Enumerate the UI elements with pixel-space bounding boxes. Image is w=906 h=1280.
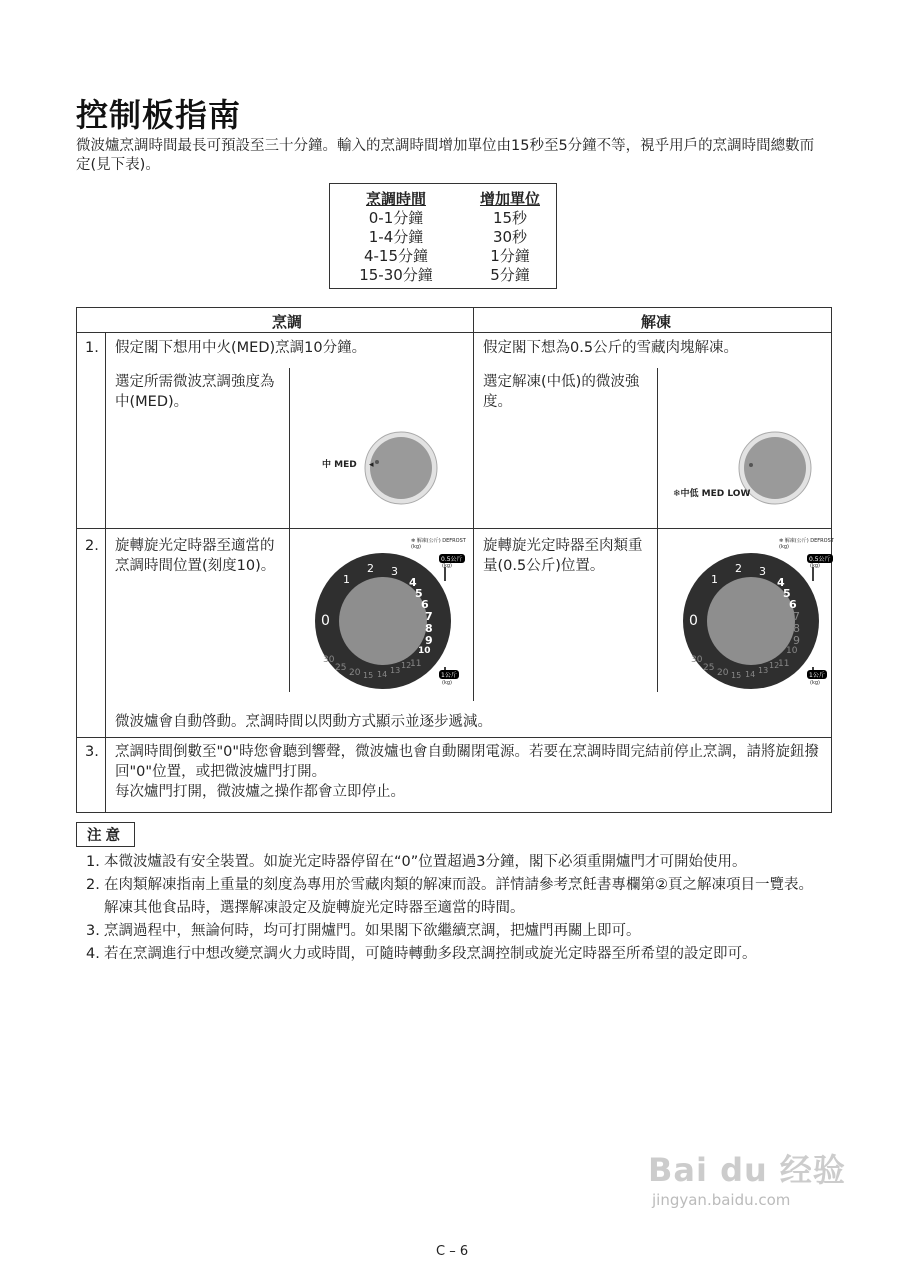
dial-number: 10 bbox=[786, 646, 798, 656]
dial-number: 2 bbox=[735, 562, 742, 575]
cook-scenario: 假定閣下想用中火(MED)烹調10分鐘。 bbox=[115, 340, 367, 356]
divider bbox=[657, 368, 658, 528]
weight-tag-unit: (kg) bbox=[442, 563, 452, 569]
dial-number: 7 bbox=[425, 610, 433, 623]
dial-number: 10 bbox=[418, 646, 431, 656]
dial-number: 9 bbox=[425, 634, 433, 647]
defrost-scenario: 假定閣下想為0.5公斤的雪藏肉塊解凍。 bbox=[483, 340, 739, 356]
defrost-scale-label: ❄ 解凍(公斤) DEFROST (kg) bbox=[411, 538, 466, 550]
divider bbox=[105, 332, 106, 812]
dial-number: 11 bbox=[410, 659, 422, 669]
weight-tag-unit: (kg) bbox=[442, 680, 452, 686]
cook-time-column bbox=[346, 190, 446, 285]
weight-tag-unit: (kg) bbox=[810, 563, 820, 569]
note-number: 3. bbox=[86, 923, 100, 939]
increment-cell: 5分鐘 bbox=[490, 266, 530, 284]
dial-number: 11 bbox=[778, 659, 790, 669]
note-number: 2. bbox=[86, 877, 100, 893]
note-item bbox=[86, 874, 831, 920]
cook-step-text: 選定所需微波烹調強度為中(MED)。 bbox=[115, 374, 275, 410]
divider bbox=[77, 737, 831, 738]
dial-number: 25 bbox=[703, 663, 715, 673]
intro-paragraph: 微波爐烹調時間最長可預設至三十分鐘。輸入的烹調時間增加單位由15秒至5分鐘不等，視乎用戶的烹調時間總數而定(見下表)。 bbox=[76, 138, 815, 173]
cook-time-cell: 15-30分鐘 bbox=[359, 266, 433, 284]
row-number: 3. bbox=[85, 744, 99, 760]
cook-time-header: 烹調時間 bbox=[365, 190, 426, 208]
divider bbox=[77, 528, 831, 529]
note-text: 在肉類解凍指南上重量的刻度為專用於雪藏肉類的解凍而設。詳情請參考烹飪書專欄第②頁之解凍項目一覽表。 bbox=[104, 877, 813, 893]
dial-number: 9 bbox=[793, 634, 800, 647]
watermark-brand: Bai du 经验 bbox=[648, 1151, 846, 1189]
cook-time-cell: 1-4分鐘 bbox=[368, 228, 424, 246]
dial-number: 30 bbox=[691, 655, 703, 665]
dial-number: 0 bbox=[321, 613, 330, 629]
dial-number: 25 bbox=[335, 663, 347, 673]
increment-cell: 1分鐘 bbox=[490, 247, 530, 265]
instruction-table bbox=[76, 307, 832, 813]
dial-number: 20 bbox=[349, 668, 361, 678]
increment-cell: 30秒 bbox=[492, 228, 528, 246]
column-header-defrost: 解凍 bbox=[641, 313, 672, 331]
note-item bbox=[86, 920, 831, 943]
row-number: 1. bbox=[85, 340, 99, 356]
weight-tag-unit: (kg) bbox=[810, 680, 820, 686]
defrost-step-text: 旋轉旋光定時器至肉類重量(0.5公斤)位置。 bbox=[483, 538, 643, 574]
dial-number: 1 bbox=[711, 573, 718, 586]
note-number: 1. bbox=[86, 854, 100, 870]
defrost-step-text: 選定解凍(中低)的微波強度。 bbox=[483, 374, 640, 410]
knob-label-med-low: ❄中低 MED LOW bbox=[673, 489, 751, 499]
cook-time-cell: 0-1分鐘 bbox=[368, 209, 424, 227]
divider bbox=[289, 368, 290, 528]
dial-number: 6 bbox=[421, 598, 429, 611]
increment-column bbox=[470, 190, 550, 285]
column-header-cook: 烹調 bbox=[272, 313, 303, 331]
note-text: 解凍其他食品時，選擇解凍設定及旋轉旋光定時器至適當的時間。 bbox=[104, 900, 525, 916]
watermark-url: jingyan.baidu.com bbox=[652, 1191, 791, 1209]
weight-tag: 1公斤 bbox=[809, 672, 825, 679]
divider bbox=[473, 308, 474, 701]
dial-number: 1 bbox=[343, 573, 350, 586]
timer-dial-defrost[interactable] bbox=[667, 535, 837, 691]
dial-number: 14 bbox=[377, 670, 388, 679]
dial-number: 14 bbox=[745, 670, 756, 679]
dial-number: 4 bbox=[777, 576, 785, 589]
dial-number: 6 bbox=[789, 598, 797, 611]
notes-heading: 注意 bbox=[76, 822, 135, 847]
increment-cell: 15秒 bbox=[492, 209, 528, 227]
divider bbox=[657, 529, 658, 692]
dial-number: 2 bbox=[367, 562, 374, 575]
notes-list bbox=[86, 851, 831, 966]
auto-start-text: 微波爐會自動啓動。烹調時間以閃動方式顯示並逐步遞減。 bbox=[115, 714, 492, 730]
dial-number: 30 bbox=[323, 655, 335, 665]
dial-number: 13 bbox=[390, 666, 401, 675]
dial-number: 4 bbox=[409, 576, 417, 589]
cook-step-text: 旋轉旋光定時器至適當的烹調時間位置(刻度10)。 bbox=[115, 538, 276, 574]
dial-number: 3 bbox=[759, 565, 766, 578]
weight-tag: 1公斤 bbox=[441, 672, 457, 679]
increment-header: 增加單位 bbox=[479, 190, 540, 208]
knob-label-med: 中 MED bbox=[322, 460, 357, 470]
dial-number: 5 bbox=[783, 587, 791, 600]
watermark bbox=[648, 1145, 846, 1209]
dial-number: 7 bbox=[793, 610, 800, 623]
note-text: 若在烹調進行中想改變烹調火力或時間，可隨時轉動多段烹調控制或旋光定時器至所希望的設定即可。 bbox=[104, 946, 757, 962]
row-number: 2. bbox=[85, 538, 99, 554]
weight-tag: 0.5公斤 bbox=[441, 556, 463, 563]
dial-number: 5 bbox=[415, 587, 423, 600]
note-item bbox=[86, 943, 831, 966]
page-title: 控制板指南 bbox=[76, 96, 242, 134]
dial-number: 3 bbox=[391, 565, 398, 578]
dial-number: 20 bbox=[717, 668, 729, 678]
note-text: 烹調過程中，無論何時，均可打開爐門。如果閣下欲繼續烹調，把爐門再關上即可。 bbox=[104, 923, 641, 939]
note-item bbox=[86, 851, 831, 874]
defrost-scale-label: ❄ 解凍(公斤) DEFROST (kg) bbox=[779, 538, 834, 550]
dial-number: 15 bbox=[731, 671, 742, 680]
timer-dial-cook[interactable] bbox=[299, 535, 469, 691]
divider bbox=[77, 332, 831, 333]
dial-number: 8 bbox=[425, 622, 433, 635]
dial-number: 13 bbox=[758, 666, 769, 675]
time-unit-table bbox=[329, 183, 557, 289]
arrow-left-icon: ◂ bbox=[369, 460, 374, 470]
row3-text: 烹調時間倒數至"0"時您會聽到響聲，微波爐也會自動關閉電源。若要在烹調時間完結前停止烹調，請將旋鈕撥回"0"位置，或把微波爐門打開。 bbox=[115, 744, 820, 780]
page-number: C – 6 bbox=[436, 1244, 469, 1259]
dial-number: 12 bbox=[769, 661, 780, 670]
dial-number: 15 bbox=[363, 671, 374, 680]
dial-number: 12 bbox=[401, 661, 412, 670]
dial-number: 0 bbox=[689, 613, 698, 629]
note-number: 4. bbox=[86, 946, 100, 962]
row3-text: 每次爐門打開，微波爐之操作都會立即停止。 bbox=[115, 784, 405, 800]
note-text: 本微波爐設有安全裝置。如旋光定時器停留在“0”位置超過3分鐘，閣下必須重開爐門才可開始使用。 bbox=[104, 854, 747, 870]
dial-number: 8 bbox=[793, 622, 800, 635]
divider bbox=[289, 529, 290, 692]
weight-tag: 0.5公斤 bbox=[809, 556, 831, 563]
cook-time-cell: 4-15分鐘 bbox=[363, 247, 429, 265]
